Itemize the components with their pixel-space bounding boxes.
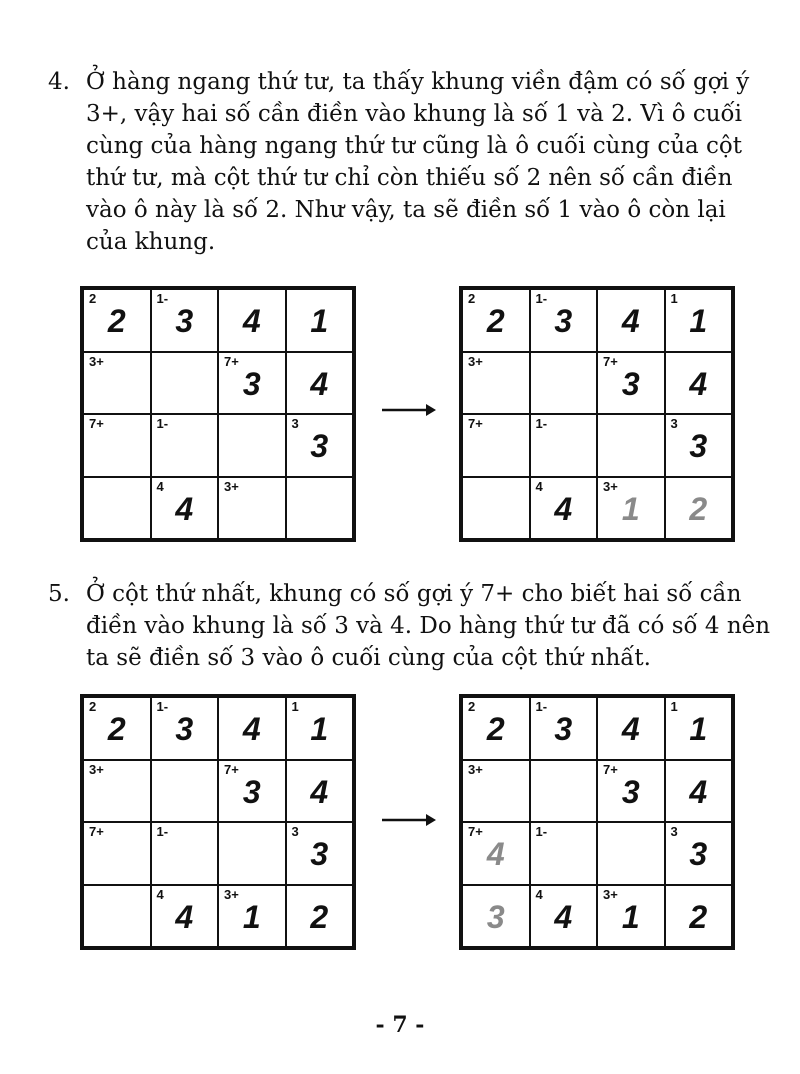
- cell-value: 1: [242, 898, 261, 935]
- grid-cell: [150, 288, 220, 353]
- new-cell-value: 2: [689, 490, 708, 527]
- cage-clue: 4: [156, 478, 164, 494]
- cage-clue: 3: [670, 824, 678, 839]
- grid-cell: [82, 696, 152, 761]
- grid-cell: [150, 821, 220, 886]
- cage-clue: 1: [670, 699, 678, 714]
- grid-cell: [217, 476, 287, 541]
- cage-clue: 7+: [89, 416, 104, 431]
- grid-cell: [596, 476, 666, 541]
- grid-cell: [82, 351, 152, 416]
- grid-cell: [596, 413, 666, 478]
- cell-value: 2: [689, 898, 708, 935]
- puzzle-grid: [80, 286, 356, 542]
- text-line: Ở cột thứ nhất, khung có số gợi ý 7+ cho biết hai số cần: [86, 581, 742, 607]
- cell-value: 4: [689, 365, 708, 402]
- cage-clue: 1-: [156, 416, 169, 431]
- cell-value: 3: [242, 365, 261, 402]
- cage-clue: 7+: [224, 353, 239, 369]
- cell-value: 3: [621, 365, 640, 402]
- cell-value: 4: [554, 898, 573, 935]
- cage-clue: 7+: [603, 761, 618, 777]
- cell-value: 2: [107, 711, 126, 748]
- step-number: 5.: [48, 581, 70, 607]
- cage-clue: 3+: [603, 478, 618, 494]
- grid-cell: [461, 884, 531, 949]
- grid-cell: [217, 759, 287, 824]
- grid-cell: [596, 351, 666, 416]
- cage-clue: 3+: [89, 353, 104, 369]
- grid-cell: [285, 884, 355, 949]
- cage-clue: 3: [670, 416, 678, 431]
- grid-cell: [529, 476, 599, 541]
- new-cell-value: 4: [486, 836, 505, 873]
- cage-clue: 7+: [603, 353, 618, 369]
- grid-cell: [285, 759, 355, 824]
- cell-value: 3: [689, 428, 708, 465]
- grid-cell: [664, 413, 734, 478]
- cell-value: 4: [621, 303, 640, 340]
- grid-cell: [596, 759, 666, 824]
- cage-clue: 1-: [535, 699, 548, 714]
- grid-cell: [217, 288, 287, 353]
- cage-clue: 4: [535, 478, 543, 494]
- cage-clue: 1-: [156, 699, 169, 714]
- puzzle-grid: [459, 694, 735, 950]
- grid-cell: [217, 696, 287, 761]
- cage-clue: 3: [291, 824, 299, 839]
- page-number: - 7 -: [375, 1012, 425, 1038]
- cell-value: 3: [621, 773, 640, 810]
- cell-value: 4: [554, 490, 573, 527]
- cage-clue: 3+: [224, 886, 239, 902]
- grid-cell: [150, 759, 220, 824]
- grid-cell: [82, 884, 152, 949]
- cage-clue: 3+: [603, 886, 618, 902]
- grid-cell: [596, 884, 666, 949]
- grid-cell: [461, 759, 531, 824]
- step-number: 4.: [48, 69, 70, 95]
- cage-clue: 3+: [468, 353, 483, 369]
- grid-cell: [217, 413, 287, 478]
- puzzle-grid: [459, 286, 735, 542]
- cell-value: 1: [689, 303, 708, 340]
- grid-cell: [82, 476, 152, 541]
- cage-clue: 1: [670, 291, 678, 306]
- grid-cell: [285, 476, 355, 541]
- cage-clue: 2: [89, 699, 97, 714]
- cage-clue: 2: [468, 291, 476, 306]
- grid-cell: [82, 821, 152, 886]
- grid-cell: [461, 476, 531, 541]
- grid-cell: [529, 413, 599, 478]
- grid-cell: [461, 288, 531, 353]
- grid-cell: [529, 288, 599, 353]
- text-line: Ở hàng ngang thứ tư, ta thấy khung viền đậm có số gợi ý: [86, 69, 750, 95]
- grid-cell: [217, 884, 287, 949]
- cell-value: 3: [554, 303, 573, 340]
- cage-clue: 1: [291, 699, 299, 714]
- grid-cell: [150, 884, 220, 949]
- grid-cell: [217, 821, 287, 886]
- grid-cell: [150, 413, 220, 478]
- cage-clue: 3+: [468, 761, 483, 777]
- cell-value: 3: [554, 711, 573, 748]
- cage-clue: 1-: [156, 824, 169, 839]
- cell-value: 2: [486, 711, 505, 748]
- grid-cell: [529, 759, 599, 824]
- text-line: cùng của hàng ngang thứ tư cũng là ô cuối cùng của cột: [86, 133, 743, 159]
- grid-cell: [664, 696, 734, 761]
- grid-cell: [82, 288, 152, 353]
- cage-clue: 1-: [535, 824, 548, 839]
- cage-clue: 7+: [468, 416, 483, 431]
- step-4-text: [48, 66, 778, 266]
- grid-cell: [529, 696, 599, 761]
- cell-value: 2: [310, 898, 329, 935]
- cell-value: 2: [486, 303, 505, 340]
- cage-clue: 7+: [468, 824, 483, 839]
- cage-clue: 7+: [224, 761, 239, 777]
- cell-value: 4: [621, 711, 640, 748]
- cell-value: 3: [242, 773, 261, 810]
- new-cell-value: 1: [621, 490, 640, 527]
- cell-value: 3: [310, 428, 329, 465]
- grid-cell: [285, 288, 355, 353]
- cell-value: 1: [689, 711, 708, 748]
- new-cell-value: 3: [486, 898, 505, 935]
- cell-value: 3: [175, 303, 194, 340]
- cell-value: 3: [175, 711, 194, 748]
- cage-clue: 4: [156, 886, 164, 902]
- grid-cell: [596, 288, 666, 353]
- grid-cell: [529, 821, 599, 886]
- text-line: 3+, vậy hai số cần điền vào khung là số 1 và 2. Vì ô cuối: [86, 101, 742, 127]
- cage-clue: 3+: [89, 761, 104, 777]
- grid-cell: [664, 351, 734, 416]
- grid-cell: [150, 476, 220, 541]
- cell-value: 4: [689, 773, 708, 810]
- cell-value: 1: [310, 303, 329, 340]
- grid-cell: [596, 696, 666, 761]
- cell-value: 4: [242, 303, 261, 340]
- grid-cell: [461, 351, 531, 416]
- step-5-text: [48, 578, 778, 678]
- cell-value: 1: [621, 898, 640, 935]
- grid-cell: [461, 413, 531, 478]
- cage-clue: 1-: [535, 291, 548, 306]
- arrow-right-icon: [382, 402, 436, 418]
- grid-cell: [461, 821, 531, 886]
- cage-clue: 1-: [156, 291, 169, 306]
- cage-clue: 4: [535, 886, 543, 902]
- grid-cell: [664, 476, 734, 541]
- puzzle-grid: [80, 694, 356, 950]
- cage-clue: 2: [89, 291, 97, 306]
- cell-value: 4: [175, 490, 194, 527]
- grid-cell: [461, 696, 531, 761]
- grid-cell: [664, 288, 734, 353]
- cell-value: 3: [689, 836, 708, 873]
- cell-value: 4: [175, 898, 194, 935]
- grid-cell: [664, 884, 734, 949]
- grid-cell: [82, 413, 152, 478]
- grid-cell: [285, 821, 355, 886]
- text-line: ta sẽ điền số 3 vào ô cuối cùng của cột thứ nhất.: [86, 645, 651, 671]
- grid-cell: [150, 351, 220, 416]
- text-line: vào ô này là số 2. Như vậy, ta sẽ điền số 1 vào ô còn lại: [86, 197, 726, 223]
- grid-cell: [529, 884, 599, 949]
- text-line: thứ tư, mà cột thứ tư chỉ còn thiếu số 2 nên số cần điền: [86, 165, 733, 191]
- cell-value: 4: [310, 365, 329, 402]
- cage-clue: 3+: [224, 478, 239, 494]
- grid-cell: [596, 821, 666, 886]
- cell-value: 3: [310, 836, 329, 873]
- grid-cell: [150, 696, 220, 761]
- grid-cell: [529, 351, 599, 416]
- cage-clue: 3: [291, 416, 299, 431]
- grid-cell: [285, 696, 355, 761]
- cage-clue: 7+: [89, 824, 104, 839]
- cage-clue: 2: [468, 699, 476, 714]
- cell-value: 2: [107, 303, 126, 340]
- text-line: điền vào khung là số 3 và 4. Do hàng thứ tư đã có số 4 nên: [86, 613, 771, 639]
- grid-cell: [285, 351, 355, 416]
- text-line: của khung.: [86, 229, 216, 255]
- cell-value: 1: [310, 711, 329, 748]
- cage-clue: 1-: [535, 416, 548, 431]
- cell-value: 4: [310, 773, 329, 810]
- grid-cell: [217, 351, 287, 416]
- grid-cell: [285, 413, 355, 478]
- arrow-right-icon: [382, 812, 436, 828]
- grid-cell: [664, 759, 734, 824]
- cell-value: 4: [242, 711, 261, 748]
- grid-cell: [82, 759, 152, 824]
- grid-cell: [664, 821, 734, 886]
